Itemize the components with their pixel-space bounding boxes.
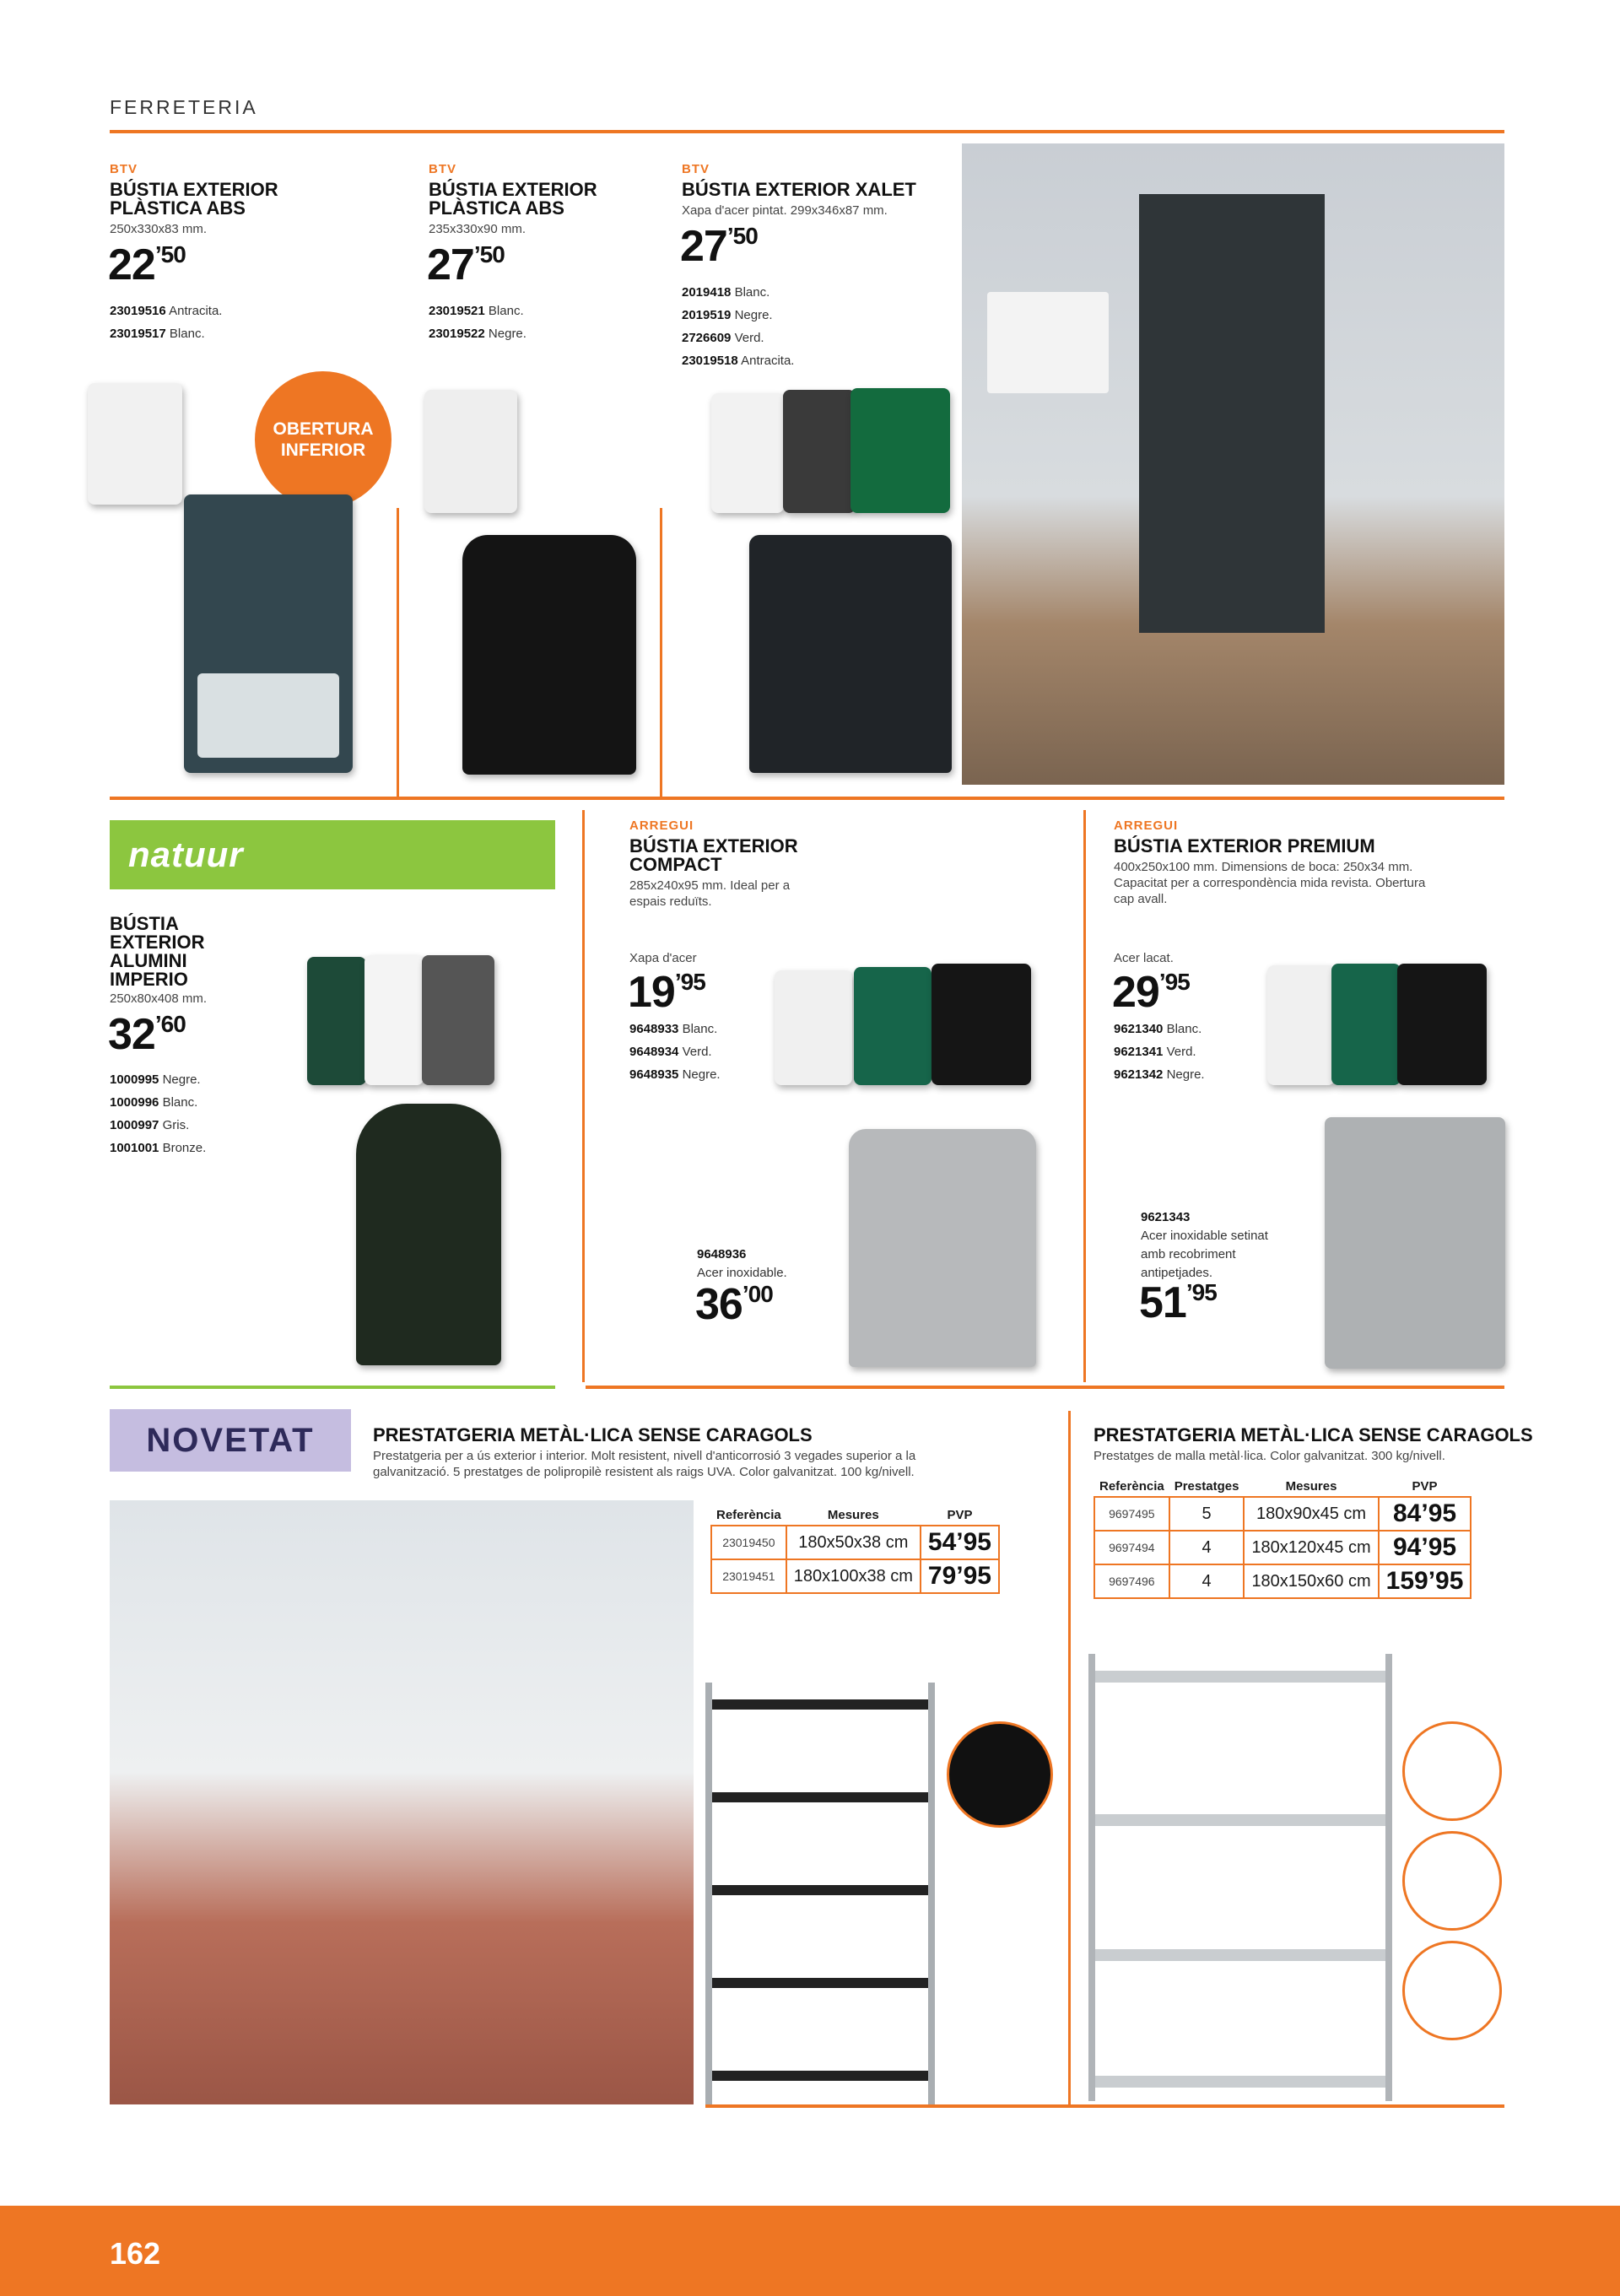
brand-label: BTV: [110, 162, 138, 176]
product-material: Acer lacat.: [1114, 951, 1174, 965]
product-name-line: BÚSTIA EXTERIOR: [429, 179, 597, 200]
column-divider: [582, 810, 585, 1382]
product-dimensions: 235x330x90 mm.: [429, 222, 526, 236]
mailbox-white-image: [1267, 965, 1335, 1085]
product-price: 22’50: [108, 240, 186, 289]
product-dimensions: 285x240x95 mm. Ideal per a espais reduïts.: [629, 878, 791, 909]
mailbox-black-image: [1397, 964, 1487, 1085]
product-name: [110, 915, 204, 989]
alt-product-price: 36’00: [695, 1280, 773, 1329]
section-title: FERRETERIA: [110, 96, 258, 118]
reference-item: 9648935 Negre.: [629, 1067, 721, 1082]
product-name-line: BÚSTIA: [110, 913, 179, 934]
mailbox-white-image: [711, 393, 784, 513]
table-row: 23019451 180x100x38 cm 79’95: [711, 1559, 999, 1593]
reference-list: [429, 300, 526, 345]
mailbox-grey-image: [422, 955, 494, 1085]
shelf-unit-image: [705, 1683, 935, 2104]
mailbox-bronze-image: [356, 1104, 501, 1365]
product-name: [110, 181, 278, 218]
column-divider: [660, 508, 662, 800]
mailbox-white-image: [88, 383, 182, 505]
page-number: 162: [110, 2236, 161, 2271]
opening-badge: OBERTURA INFERIOR: [255, 371, 392, 508]
reference-item: 23019518 Antracita.: [682, 354, 795, 368]
mailbox-chalet-image: [749, 535, 952, 773]
product-name-line: IMPERIO: [110, 969, 188, 990]
product-name-line: ALUMINI: [110, 950, 187, 971]
product-price: 32’60: [108, 1010, 186, 1059]
bottom-divider: [705, 2104, 1504, 2108]
reference-item: 23019517 Blanc.: [110, 327, 205, 341]
reference-item: 9621340 Blanc.: [1114, 1022, 1202, 1036]
product-name-line: PLÀSTICA ABS: [110, 197, 246, 219]
product-name-line: EXTERIOR: [110, 932, 205, 953]
page-footer: [0, 2206, 1620, 2296]
reference-item: 9648933 Blanc.: [629, 1022, 718, 1036]
row-divider: [110, 797, 1504, 800]
product-price: 27’50: [680, 222, 758, 271]
column-divider: [397, 508, 399, 800]
product-dimensions: Xapa d'acer pintat. 299x346x87 mm.: [682, 203, 888, 218]
table-header: Referència: [1094, 1477, 1169, 1497]
mailbox-anthracite-image: [184, 494, 353, 773]
shelf-title: PRESTATGERIA METÀL·LICA SENSE CARAGOLS: [1094, 1424, 1533, 1445]
reference-item: 1000995 Negre.: [110, 1072, 201, 1087]
column-divider: [1068, 1411, 1071, 2104]
mailbox-mounted-image: [987, 292, 1109, 393]
mailbox-black-image: [462, 535, 636, 775]
brand-label: ARREGUI: [1114, 818, 1179, 833]
shelf-description: Prestatgeria per a ús exterior i interior. Molt resistent, nivell d'anticorrosió 3 vegades superior a la galvanització. 5 prestatges de polipropilè resistent als raigs UVA. Color galvanitzat. 100 kg/nivell.: [373, 1449, 916, 1479]
reference-item: 9621342 Negre.: [1114, 1067, 1205, 1082]
shelf-price-table: [710, 1505, 1000, 1594]
product-name-line: BÚSTIA EXTERIOR: [629, 835, 798, 856]
mailbox-green-image: [850, 388, 950, 513]
product-price: 27’50: [427, 240, 505, 289]
product-name: BÚSTIA EXTERIOR XALET: [682, 179, 916, 200]
reference-item: 1000996 Blanc.: [110, 1095, 198, 1110]
corner-joint-detail-inset: [1402, 1831, 1502, 1931]
reference-item: 23019522 Negre.: [429, 327, 526, 341]
table-header: Prestatges: [1169, 1477, 1245, 1497]
mailbox-green-image: [854, 967, 932, 1085]
product-name-line: BÚSTIA EXTERIOR: [110, 179, 278, 200]
upright-detail-inset: [1402, 1941, 1502, 2040]
table-header: PVP: [1379, 1477, 1472, 1497]
brand-label: BTV: [682, 162, 710, 176]
product-name-line: PLÀSTICA ABS: [429, 197, 564, 219]
table-row: 23019450 180x50x38 cm 54’95: [711, 1526, 999, 1559]
reference-list: [1114, 1018, 1205, 1086]
reference-item: 9648934 Verd.: [629, 1045, 712, 1059]
mailbox-black-image: [783, 390, 856, 513]
reference-item: 2726609 Verd.: [682, 331, 764, 345]
product-dimensions: 250x80x408 mm.: [110, 991, 208, 1006]
mailbox-stainless-image: [1325, 1117, 1505, 1369]
table-header: Referència: [711, 1505, 786, 1526]
product-name-line: COMPACT: [629, 854, 722, 875]
reference-item: 1000997 Gris.: [110, 1118, 190, 1132]
natuur-divider: [110, 1386, 555, 1389]
mailbox-green-image: [1331, 964, 1401, 1085]
reference-item: 1001001 Bronze.: [110, 1141, 207, 1155]
mailbox-black-image: [932, 964, 1031, 1085]
reference-list: [682, 281, 794, 372]
letter-slot-image: [197, 673, 339, 758]
reference-list: [110, 300, 222, 345]
row-divider: [586, 1386, 1504, 1389]
table-header: Mesures: [1244, 1477, 1378, 1497]
table-header: PVP: [921, 1505, 999, 1526]
product-material: Xapa d'acer: [629, 951, 697, 965]
natuur-brand-banner: natuur: [110, 820, 555, 889]
shelf-detail-inset: [947, 1721, 1053, 1828]
reference-item: 23019516 Antracita.: [110, 304, 223, 318]
greenhouse-shelf-photo: [110, 1500, 694, 2104]
wire-shelf-unit-image: [1088, 1654, 1392, 2101]
reference-item: 9621341 Verd.: [1114, 1045, 1196, 1059]
product-name: BÚSTIA EXTERIOR PREMIUM: [1114, 835, 1375, 856]
mailbox-white-image: [424, 390, 517, 513]
novetat-badge: NOVETAT: [110, 1409, 351, 1472]
mailbox-white-image: [364, 955, 424, 1085]
shelf-price-table: [1094, 1477, 1472, 1599]
column-divider: [1083, 810, 1086, 1382]
table-row: 9697495 5 180x90x45 cm 84’95: [1094, 1497, 1471, 1531]
brand-label: BTV: [429, 162, 456, 176]
shelf-description: Prestatges de malla metàl·lica. Color galvanitzat. 300 kg/nivell.: [1094, 1449, 1445, 1463]
alt-reference: 9648936 Acer inoxidable.: [697, 1247, 787, 1280]
reference-list: [110, 1068, 206, 1159]
brand-label: ARREGUI: [629, 818, 694, 833]
product-dimensions: 250x330x83 mm.: [110, 222, 208, 236]
reference-list: [629, 1018, 721, 1086]
reference-item: 2019418 Blanc.: [682, 285, 770, 300]
product-price: 29’95: [1112, 968, 1190, 1017]
wire-mesh-detail-inset: [1402, 1721, 1502, 1821]
mailbox-white-image: [775, 970, 852, 1085]
table-row: 9697496 4 180x150x60 cm 159’95: [1094, 1564, 1471, 1598]
header-divider: [110, 130, 1504, 133]
reference-item: 2019519 Negre.: [682, 308, 773, 322]
mailbox-stainless-image: [849, 1129, 1036, 1367]
table-header: Mesures: [786, 1505, 921, 1526]
house-entrance-photo: [962, 143, 1504, 785]
product-dimensions: 400x250x100 mm. Dimensions de boca: 250x34 mm. Capacitat per a correspondència mida revista. Obertura cap avall.: [1114, 860, 1426, 906]
alt-product-price: 51’95: [1139, 1278, 1217, 1327]
table-row: 9697494 4 180x120x45 cm 94’95: [1094, 1531, 1471, 1564]
alt-reference: 9621343 Acer inoxidable setinat amb recobriment antipetjades.: [1141, 1210, 1268, 1280]
door-image: [1139, 194, 1325, 633]
mailbox-green-image: [307, 957, 366, 1085]
product-name: [429, 181, 597, 218]
reference-item: 23019521 Blanc.: [429, 304, 524, 318]
product-name: [629, 837, 798, 874]
product-price: 19’95: [628, 968, 705, 1017]
shelf-title: PRESTATGERIA METÀL·LICA SENSE CARAGOLS: [373, 1424, 813, 1445]
